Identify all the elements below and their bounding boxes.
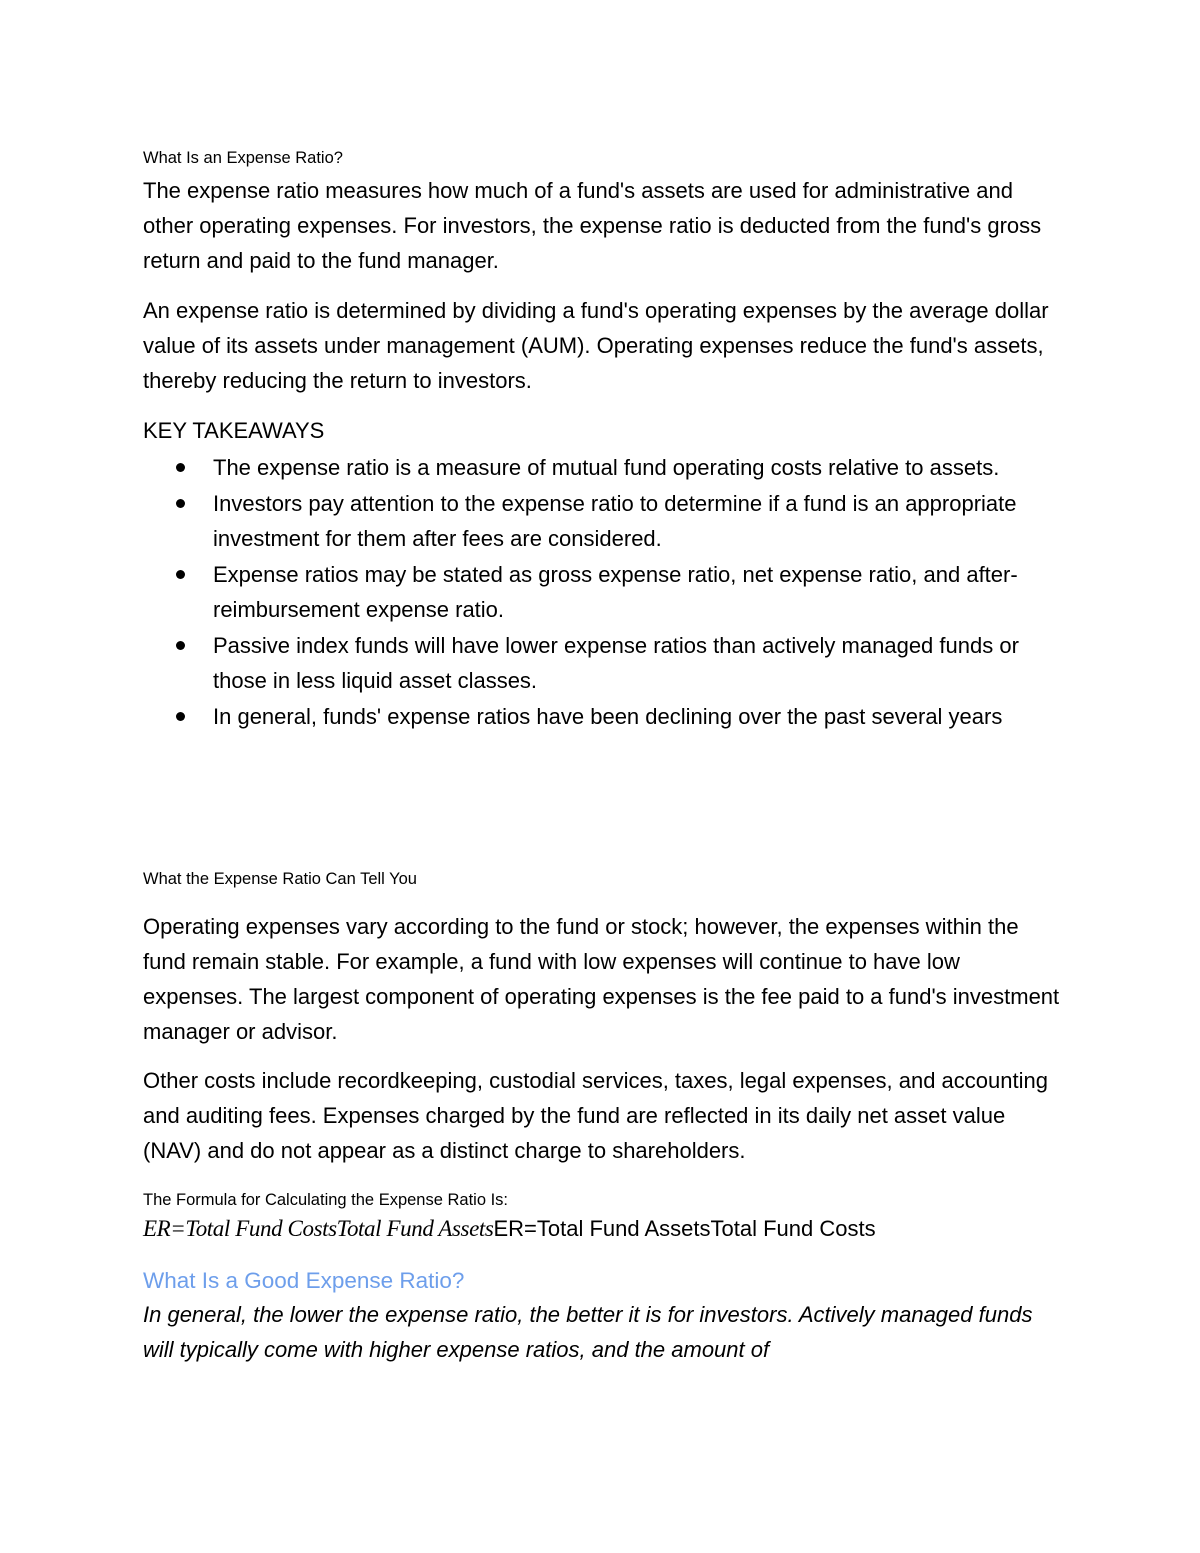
formula-label: The Formula for Calculating the Expense Ratio Is: [143, 1191, 509, 1209]
list-item-text: Expense ratios may be stated as gross expense ratio, net expense ratio, and after-reimbursement expense ratio. [213, 561, 1018, 622]
list-item [143, 628, 1043, 699]
bullet-icon [176, 641, 185, 650]
section-heading-what-is-expense-ratio: What Is an Expense Ratio? [143, 149, 343, 167]
formula-line [143, 1212, 876, 1246]
bullet-icon [176, 570, 185, 579]
formula-math: ER=Total Fund CostsTotal Fund Assets [143, 1216, 494, 1241]
operating-expenses-paragraph: Operating expenses vary according to the fund or stock; however, the expenses within the fund remain stable. For example, a fund with low expenses will continue to have low expenses. The largest component of operating expenses is the fee paid to a fund's investment manager or advisor. [143, 914, 1060, 1044]
list-item [143, 486, 1043, 557]
bullet-icon [176, 712, 185, 721]
intro-paragraph: The expense ratio measures how much of a fund's assets are used for administrative and other operating expenses. For investors, the expense ratio is deducted from the fund's gross return and paid to the fund manager. [143, 178, 1042, 273]
section-heading-what-ratio-tells: What the Expense Ratio Can Tell You [143, 870, 417, 888]
list-item-text: Investors pay attention to the expense ratio to determine if a fund is an appropriate investment for them after fees are considered. [213, 490, 1017, 551]
good-ratio-paragraph: In general, the lower the expense ratio, the better it is for investors. Actively managed funds will typically come with higher expense ratios, and the amount of [143, 1302, 1033, 1362]
key-takeaways-list [143, 450, 1043, 734]
list-item-text: The expense ratio is a measure of mutual fund operating costs relative to assets. [213, 455, 1000, 480]
formula-plain: ER=Total Fund AssetsTotal Fund Costs [493, 1216, 876, 1241]
bullet-icon [176, 463, 185, 472]
calculation-paragraph: An expense ratio is determined by dividing a fund's operating expenses by the average dollar value of its assets under management (AUM). Operating expenses reduce the fund's assets, thereby reducing the return to investors. [143, 298, 1049, 393]
key-takeaways-heading: KEY TAKEAWAYS [143, 418, 325, 443]
section-heading-good-expense-ratio: What Is a Good Expense Ratio? [143, 1268, 465, 1293]
other-costs-paragraph: Other costs include recordkeeping, custodial services, taxes, legal expenses, and accounting and auditing fees. Expenses charged by the fund are reflected in its daily net asset value (NAV) and do not appear as a distinct charge to shareholders. [143, 1068, 1048, 1163]
list-item [143, 557, 1043, 628]
list-item [143, 699, 1043, 735]
list-item-text: In general, funds' expense ratios have been declining over the past several years [213, 703, 1003, 729]
list-item [143, 450, 1043, 486]
bullet-icon [176, 499, 185, 508]
list-item-text: Passive index funds will have lower expense ratios than actively managed funds or those in less liquid asset classes. [213, 632, 1019, 693]
